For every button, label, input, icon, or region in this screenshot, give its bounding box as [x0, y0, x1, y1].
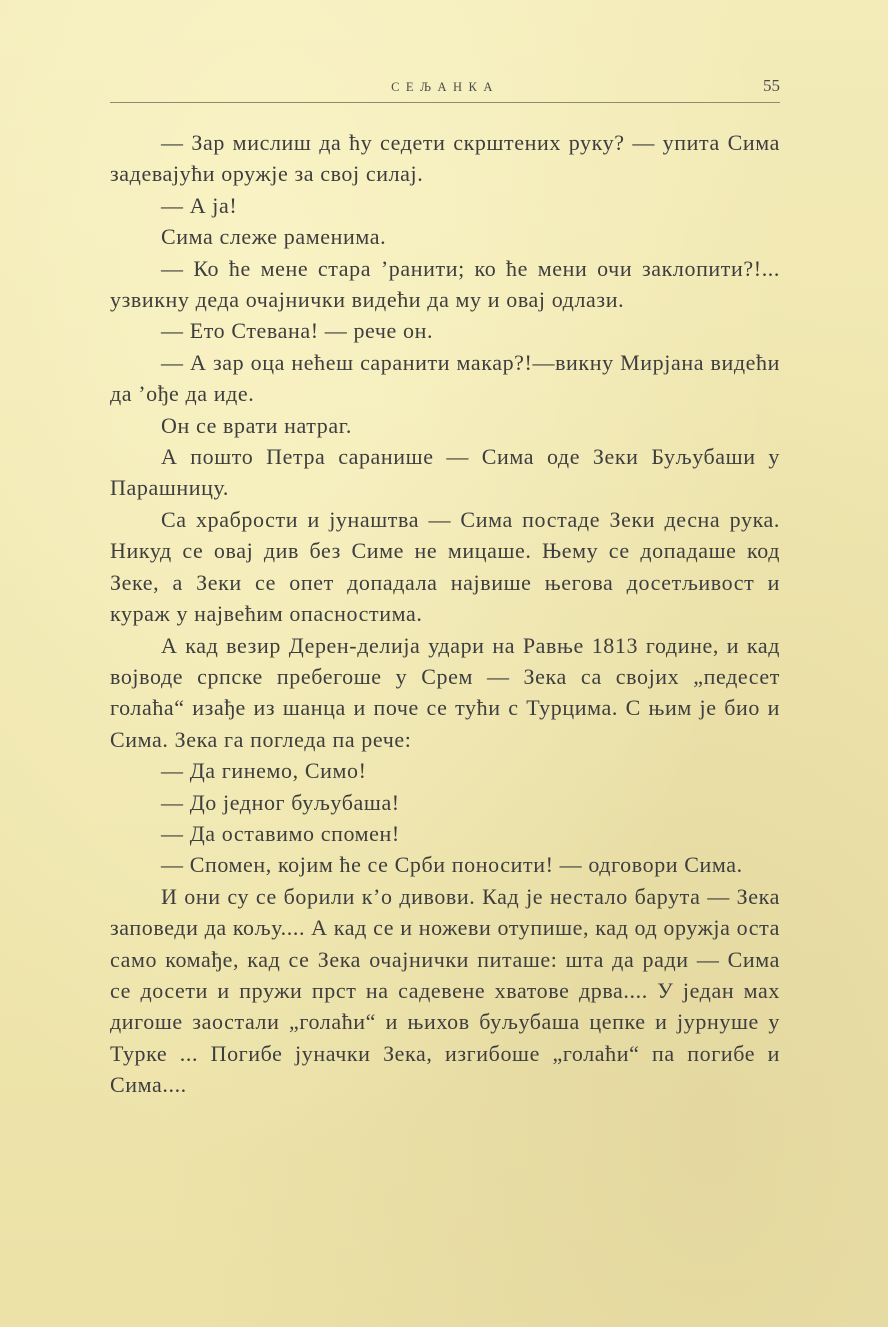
paragraph: — Спомен, којим ће се Срби поносити! — одговори Сима. [161, 852, 743, 878]
paragraph: — Да оставимо спомен! [161, 820, 400, 846]
page-header [110, 76, 780, 100]
body-text [110, 127, 780, 1101]
paragraph: Са храбрости и јунаштва — Сима постаде Зеки десна рука. Никуд се овај див без Симе не мицаше. Њему се допадаше код Зеке, а Зеки се опет допадала највише његова досетљивост и кураж у највећим опасностима. [110, 506, 780, 627]
paragraph: — Да гинемо, Симо! [161, 758, 367, 784]
paragraph: — А ја! [161, 192, 238, 218]
page-number: 55 [763, 76, 780, 95]
paragraph: — А зар оца нећеш сaранити макар?!—викну Мирјана видећи да ’ође да иде. [110, 349, 780, 407]
header-rule [110, 102, 780, 103]
paragraph: А кад везир Дерен-делија удари на Равње 1813 године, и кад војводе српске пребегоше у Срем — Зека са својих „педесет голаћа“ изађе из шанца и поче се тући с Турцима. С њим је био и Сима. Зека га погледа па рече: [110, 632, 780, 752]
paragraph: И они су се борили к’о дивови. Кад је нестало барута — Зека заповеди да кољу.... А кад се и ножеви отупише, кад од оружја оста само комађе, кад се Зека очајнички питаше: шта да ради — Сима се досети и пружи прст на садевене хватове дрва.... У један мах дигоше заостали „голаћи“ и њихов буљубаша цепке и јурнуше у Турке ... Погибе јуначки Зека, изгибоше „голаћи“ па погибе и Сима.... [110, 883, 780, 1098]
paragraph: — Ко ће мене стара ’ранити; ко ће мени очи заклопити?!... узвикну деда очајнички видећи да му и овај одлази. [110, 255, 780, 313]
paragraph: — Зар мислиш да ћу седети скрштених руку? — упита Сима задевајући оружје за свој силај. [110, 130, 780, 187]
paragraph: А пошто Петра сaранише — Сима оде Зеки Буљубаши у Парашницу. [110, 444, 780, 501]
paragraph: Сима слеже раменима. [161, 224, 387, 250]
paragraph: Он се врати натраг. [161, 412, 352, 438]
paragraph: — Ето Стевана! — рече он. [161, 318, 434, 344]
running-title: СЕЉАНКА [391, 80, 499, 94]
paragraph: — До једног буљубаша! [161, 789, 400, 815]
